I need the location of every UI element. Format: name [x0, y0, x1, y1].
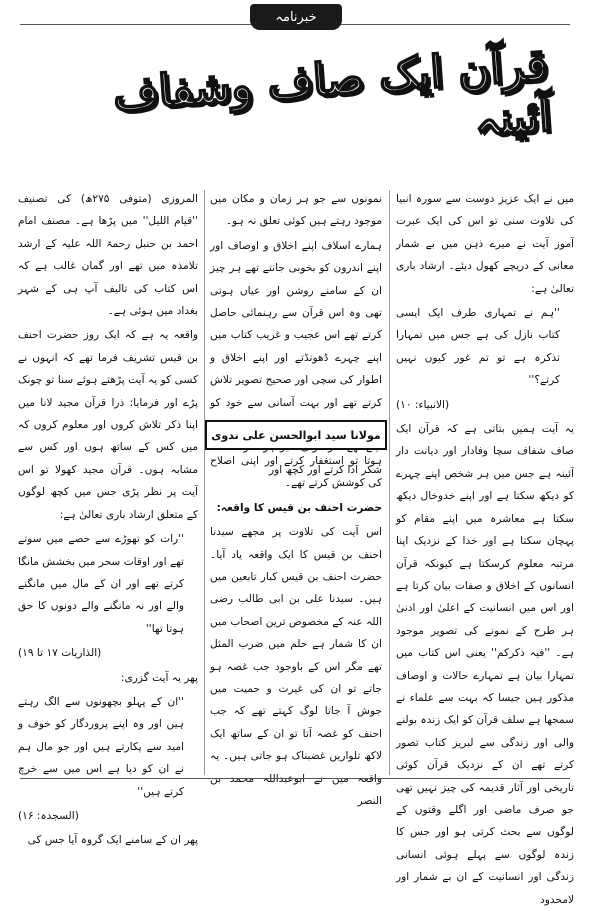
paragraph: پھر ان کے سامنے ایک گروہ آیا جس کی — [27, 834, 198, 847]
verse-reference: (السجدہ: ۱۶) — [18, 809, 79, 822]
section-tab — [250, 4, 342, 30]
verse-reference: (الانبیاء: ۱۰) — [396, 398, 450, 411]
quran-verse: ''ان کے پہلو بچھونوں سے الگ رہتے ہیں اور وہ اپنے پروردگار کو خوف و امید سے پکارتے ہیں اور جو مال ہم نے ان کو دیا ہے اس میں سے خرچ کرتے ہیں'' — [18, 695, 184, 798]
paragraph: پھر یہ آیت گزری: — [120, 671, 198, 684]
column-divider — [204, 190, 205, 775]
column-divider — [389, 190, 390, 775]
article-title — [40, 39, 553, 168]
section-heading: حضرت احنف بن قیس کا واقعہ: — [216, 501, 382, 514]
paragraph: واقعہ یہ ہے کہ ایک روز حضرت احنف بن قیس تشریف فرما تھے کہ انہوں نے کسی کو یہ آیت پڑھتے ہوئے سنا تو چونک پڑے اور فرمایا: ذرا قرآن مجید لانا میں اپنا ذکر تلاش کروں اور معلوم کروں کہ میں کس کے ساتھ ہوں اور کس سے مشابہ ہوں۔ قرآن مجید کھولا تو اس آیت پر نظر پڑی جس میں کچھ لوگوں کے متعلق ارشاد باری تعالیٰ ہے: — [18, 329, 198, 521]
column-left — [18, 188, 198, 847]
paragraph: ہمارے اسلاف اپنے اخلاق و اوصاف اور اپنے اندرون کو بخوبی جانتے تھے ہر چیز ان کے سامنے روشن اور عیاں ہوتی تھی وہ اس قرآن سے رہنمائی حاصل کرتے تھے اس عجیب و غریب کتاب میں اپنے چہرے ڈھونڈتے اور اپنے اخلاق و اطوار کی سچی اور صحیح تصویر تلاش کرتے تھے اور بہت آسانی سے خود کو شکر ادا کرتے اور کچھ اور — [210, 239, 382, 476]
author-byline-box — [205, 420, 387, 450]
verse-reference: (الذاریات ۱۷ تا ۱۹) — [18, 647, 102, 660]
paragraph: المروزی (متوفی ۲۷۵ھ) کی تصنیف ''قیام اللیل'' میں پڑھا ہے۔ مصنف امام احمد بن حنبل رحمۃ اللہ علیہ کے ارشد تلامذہ میں تھے اور گمان غالب ہے کہ اس کتاب کی تالیف آپ ہی کے شہر بغداد میں ہوئی ہے۔ — [18, 193, 198, 318]
paragraph: میں نے ایک عزیز دوست سے سورہ انبیا کی تلاوت سنی تو اس کی ایک عبرت آموز آیت نے میرے ذہن میں بے شمار معانی کے دریچے کھول دیئے۔ ارشاد باری تعالیٰ ہے: — [396, 193, 574, 295]
footer-rule — [20, 778, 570, 779]
column-middle-bottom — [210, 450, 382, 808]
paragraph: اس آیت کی تلاوت پر مجھے سیدنا احنف بن قیس کا ایک واقعہ یاد آیا۔ حضرت احنف بن قیس کبار تابعین میں ہیں۔ سیدنا علی بن ابی طالب رضی اللہ عنہ کے مخصوص ترین اصحاب میں ان کا شمار ہے حلم میں ضرب المثل تھے مگر اس کے باوجود جب غصہ ہو جاتے تو ان کی غیرت و حمیت میں جوش آ جاتا لوگ کہتے تھے کہ جب احنف کو غصہ آتا تو ان کے ساتھ ایک لاکھ تلواریں غضبناک ہو جاتی ہیں۔ یہ واقعہ میں نے ابوعبداللہ محمد بن النصر — [210, 526, 382, 808]
paragraph: ہوتا تو استغفار کرتے اور اپنی اصلاح کی کوشش کرتے تھے۔ — [210, 455, 382, 490]
section-tab-label: خبرنامہ — [275, 9, 317, 25]
article-title-text: قرآن ایک صاف وشفاف آئینہ — [111, 39, 553, 147]
author-name: مولانا سید ابوالحسن علی ندوی — [211, 428, 381, 442]
column-right — [396, 188, 574, 906]
quran-verse: ''ہم نے تمہاری طرف ایک ایسی کتاب نازل کی ہے جس میں تمہارا تذکرہ ہے تو تم غور کیوں نہیں کرتے؟'' — [396, 307, 560, 387]
quran-verse: ''رات کو تھوڑے سے حصے میں سوتے تھے اور اوقات سحر میں بخشش مانگا کرتے تھے اور ان کے مال میں مانگنے والے اور نہ مانگنے والے دونوں کا حق ہوتا تھا'' — [18, 533, 184, 635]
paragraph: یہ آیت ہمیں بتاتی ہے کہ قرآن ایک صاف شفاف سچا وفادار اور دیانت دار آئینہ ہے جس میں ہر شخص اپنے چہرے کو دیکھ سکتا ہے اور اپنے خدوخال دیکھ سکتا ہے معاشرہ میں اپنے مقام کو پہچان سکتا ہے اور خدا کے نزدیک اپنا مرتبہ معلوم کرسکتا ہے کیونکہ قرآن انسانوں کے اخلاق و صفات بیان کرتا ہے اور اس میں انسانیت کے اعلیٰ اور ادنیٰ ہر طرح کے نمونے کی تصویر موجود ہے۔ ''فیہ ذکرکم'' یعنی اس کتاب میں تمہارا بیان ہے تمہارے حالات و اوصاف مذکور ہیں جیسا کہ بہت سے علماء نے سمجھا ہے سلف قرآن کو ایک زندہ بولنے والی اور زندگی سے لبریز کتاب تصور کرتے تھے ان کے نزدیک قرآن کوئی تاریخی اور آثار قدیمہ کی چیز نہیں تھی جو صرف ماضی اور اگلے وقتوں کے لوگوں سے بحث کرتی ہو اور جس کا زندہ لوگوں سے پہلے ہوئی انسانی زندگی اور انسانیت کے ان بے شمار اور لامحدود — [396, 423, 574, 906]
paragraph: نمونوں سے جو ہر زمان و مکان میں موجود رہتے ہیں کوئی تعلق نہ ہو۔ — [210, 193, 382, 228]
